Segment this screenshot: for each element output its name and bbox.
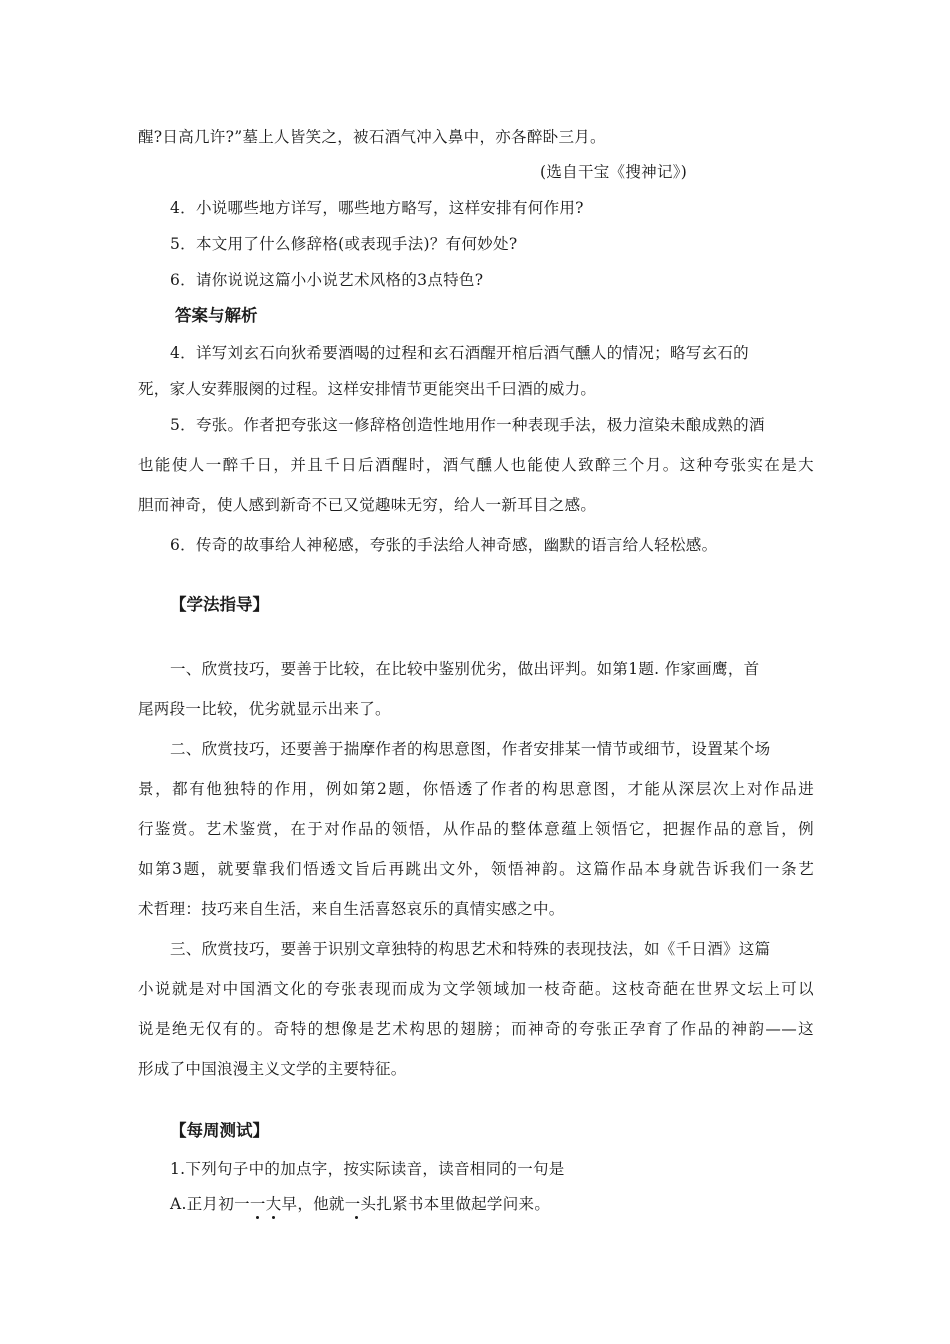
guide-p3-line-4: 形成了中国浪漫主义文学的主要特征。 xyxy=(138,1060,407,1078)
story-source: (选自干宝《搜神记》) xyxy=(540,163,688,181)
guide-p1-line-1: 一、欣赏技巧，要善于比较，在比较中鉴别优劣，做出评判。如第1题. 作家画鹰，首 xyxy=(170,660,760,678)
question-4: 4．小说哪些地方详写，哪些地方略写，这样安排有何作用? xyxy=(170,199,584,217)
study-guide-heading: 【学法指导】 xyxy=(170,595,269,614)
emphasis-dot xyxy=(256,1216,259,1219)
emphasis-dot xyxy=(272,1216,275,1219)
weekly-test-heading: 【每周测试】 xyxy=(170,1121,269,1140)
guide-p1-line-2: 尾两段一比较，优劣就显示出来了。 xyxy=(138,700,391,718)
question-6: 6．请你说说这篇小小说艺术风格的3点特色? xyxy=(170,271,484,289)
guide-p2-line-4: 如第3题，就要靠我们悟透文旨后再跳出文外，领悟神韵。这篇作品本身就告诉我们一条艺 xyxy=(138,860,814,878)
guide-p2-line-2: 景，都有他独特的作用，例如第2题，你悟透了作者的构思意图，才能从深层次上对作品进 xyxy=(138,780,814,798)
test-option-a: A.正月初一一大早，他就一头扎紧书本里做起学问来。 xyxy=(170,1195,551,1213)
answer-6: 6．传奇的故事给人神秘感，夸张的手法给人神奇感，幽默的语言给人轻松感。 xyxy=(170,536,718,554)
story-tail-line: 醒?日高几许?”墓上人皆笑之，被石酒气冲入鼻中，亦各醉卧三月。 xyxy=(138,128,606,146)
question-5: 5．本文用了什么修辞格(或表现手法)？有何妙处? xyxy=(170,235,518,253)
answer-5-line-2: 也能使人一醉千日，并且千日后酒醒时，酒气醺人也能使人致醉三个月。这种夸张实在是大 xyxy=(138,456,814,474)
answer-4-line-2: 死，家人安葬服阕的过程。这样安排情节更能突出千曰酒的威力。 xyxy=(138,380,597,398)
answers-heading: 答案与解析 xyxy=(175,306,258,325)
test-question-1: 1.下列句子中的加点字，按实际读音，读音相同的一句是 xyxy=(170,1160,565,1178)
guide-p3-line-1: 三、欣赏技巧，要善于识别文章独特的构思艺术和特殊的表现技法，如《千日酒》这篇 xyxy=(170,940,771,958)
guide-p2-line-5: 术哲理：技巧来自生活，来自生活喜怒哀乐的真情实感之中。 xyxy=(138,900,565,918)
guide-p3-line-3: 说是绝无仅有的。奇特的想像是艺术构思的翅膀；而神奇的夸张正孕育了作品的神韵——这 xyxy=(138,1020,814,1038)
answer-4-line-1: 4．详写刘玄石向狄希要酒喝的过程和玄石酒醒开棺后酒气醺人的情况；略写玄石的 xyxy=(170,344,749,362)
guide-p2-line-1: 二、欣赏技巧，还要善于揣摩作者的构思意图，作者安排某一情节或细节，设置某个场 xyxy=(170,740,771,758)
answer-5-line-1: 5．夸张。作者把夸张这一修辞格创造性地用作一种表现手法，极力渲染未酿成熟的酒 xyxy=(170,416,765,434)
answer-5-line-3: 胆而神奇，使人感到新奇不已又觉趣味无穷，给人一新耳目之感。 xyxy=(138,496,597,514)
guide-p2-line-3: 行鉴赏。艺术鉴赏，在于对作品的领悟，从作品的整体意蕴上领悟它，把握作品的意旨，例 xyxy=(138,820,814,838)
guide-p3-line-2: 小说就是对中国酒文化的夸张表现而成为文学领域加一枝奇葩。这枝奇葩在世界文坛上可以 xyxy=(138,980,814,998)
emphasis-dot xyxy=(355,1216,358,1219)
